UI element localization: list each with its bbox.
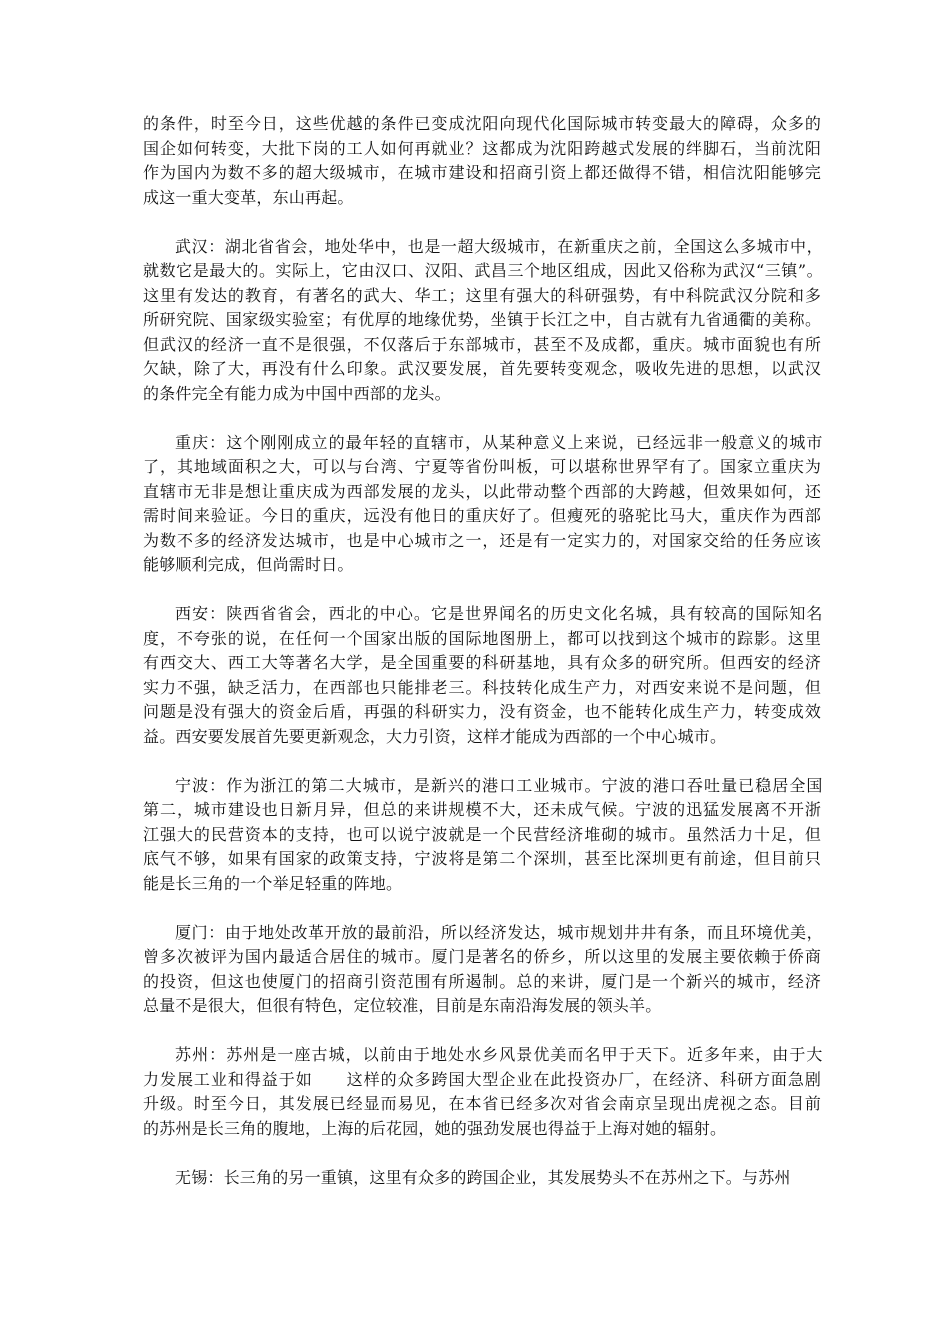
text-line: 曾多次被评为国内最适合居住的城市。厦门是著名的侨乡，所以这里的发展主要依赖于侨商 xyxy=(143,947,822,966)
text-line: 的苏州是长三角的腹地，上海的后花园，她的强劲发展也得益于上海对她的辐射。 xyxy=(143,1118,727,1138)
text-line: 底气不够，如果有国家的政策支持，宁波将是第二个深圳，甚至比深圳更有前途，但目前只 xyxy=(143,849,822,868)
text-line: 无锡：长三角的另一重镇，这里有众多的跨国企业，其发展势头不在苏州之下。与苏州 xyxy=(175,1167,791,1187)
text-line: 就数它是最大的。实际上，它由汉口、汉阳、武昌三个地区组成，因此又俗称为武汉“三镇”。 xyxy=(143,261,824,280)
text-line: 有西交大、西工大等著名大学，是全国重要的科研基地，具有众多的研究所。但西安的经济 xyxy=(143,653,822,672)
paragraph-xiamen xyxy=(143,921,823,1019)
paragraph-chongqing xyxy=(143,431,823,578)
text-line: 所研究院、国家级实验室；有优厚的地缘优势，坐镇于长江之中，自古就有九省通衢的美称。 xyxy=(143,310,822,329)
text-line: 苏州：苏州是一座古城，以前由于地处水乡风景优美而名甲于天下。近多年来，由于大 xyxy=(175,1045,824,1064)
text-line: 了，其地域面积之大，可以与台湾、宁夏等省份叫板，可以堪称世界罕有了。国家立重庆为 xyxy=(143,457,822,476)
paragraph-shenyang-continued xyxy=(143,112,823,210)
paragraph-wuhan xyxy=(143,235,823,407)
text-line: 能是长三角的一个举足轻重的阵地。 xyxy=(143,873,403,893)
text-line: 这里有发达的教育，有著名的武大、华工；这里有强大的科研强势，有中科院武汉分院和多 xyxy=(143,285,822,305)
text-line: 直辖市无非是想让重庆成为西部发展的龙头，以此带动整个西部的大跨越，但效果如何，还 xyxy=(143,481,822,501)
text-line: 欠缺，除了大，再没有什么印象。武汉要发展，首先要转变观念，吸收先进的思想，以武汉 xyxy=(143,359,822,378)
text-line: 问题是没有强大的资金后盾，再强的科研实力，没有资金，也不能转化成生产力，转变成效 xyxy=(143,702,822,721)
text-line: 第二，城市建设也日新月异，但总的来讲规模不大，还未成气候。宁波的迅猛发展离不开浙 xyxy=(143,800,822,819)
paragraph-wuxi xyxy=(143,1166,823,1191)
paragraph-xian xyxy=(143,602,823,749)
text-line: 但武汉的经济一直不是很强，不仅落后于东部城市，甚至不及成都，重庆。城市面貌也有所 xyxy=(143,334,822,354)
text-line: 为数不多的经济发达城市，也是中心城市之一，还是有一定实力的，对国家交给的任务应该 xyxy=(143,530,822,550)
paragraph-suzhou xyxy=(143,1043,823,1141)
text-line: 国企如何转变，大批下岗的工人如何再就业？这都成为沈阳跨越式发展的绊脚石，当前沈阳 xyxy=(143,138,822,158)
text-line: 升级。时至今日，其发展已经显而易见，在本省已经多次对省会南京呈现出虎视之态。目前 xyxy=(143,1094,822,1113)
text-line: 作为国内为数不多的超大级城市，在城市建设和招商引资上都还做得不错，相信沈阳能够完 xyxy=(143,163,822,182)
text-line: 的条件，时至今日，这些优越的条件已变成沈阳向现代化国际城市转变最大的障碍，众多的 xyxy=(143,114,822,133)
text-line: 武汉：湖北省省会，地处华中，也是一超大级城市，在新重庆之前，全国这么多城市中， xyxy=(175,236,824,256)
paragraph-ningbo xyxy=(143,774,823,897)
text-line: 西安：陕西省省会，西北的中心。它是世界闻名的历史文化名城，具有较高的国际知名 xyxy=(175,604,824,623)
text-line: 厦门：由于地处改革开放的最前沿，所以经济发达，城市规划井井有条，而且环境优美， xyxy=(175,922,824,942)
text-line: 度，不夸张的说，在任何一个国家出版的国际地图册上，都可以找到这个城市的踪影。这里 xyxy=(143,628,822,648)
text-line: 能够顺利完成，但尚需时日。 xyxy=(143,555,354,574)
text-line: 实力不强，缺乏活力，在西部也只能排老三。科技转化成生产力，对西安来说不是问题，但 xyxy=(143,677,822,697)
text-line: 的投资，但这也使厦门的招商引资范围有所遏制。总的来讲，厦门是一个新兴的城市，经济 xyxy=(143,971,822,991)
text-line: 力发展工业和得益于如 这样的众多跨国大型企业在此投资办厂，在经济、科研方面急剧 xyxy=(143,1069,822,1089)
text-line: 需时间来验证。今日的重庆，远没有他日的重庆好了。但瘦死的骆驼比马大，重庆作为西部 xyxy=(143,506,822,525)
text-line: 益。西安要发展首先要更新观念，大力引资，这样才能成为西部的一个中心城市。 xyxy=(143,726,727,746)
text-line: 江强大的民营资本的支持，也可以说宁波就是一个民营经济堆砌的城市。虽然活力十足，但 xyxy=(143,824,822,844)
text-line: 总量不是很大，但很有特色，定位较准，目前是东南沿海发展的领头羊。 xyxy=(143,996,662,1015)
document-body xyxy=(143,112,823,1215)
text-line: 宁波：作为浙江的第二大城市，是新兴的港口工业城市。宁波的港口吞吐量已稳居全国 xyxy=(175,775,824,795)
text-line: 成这一重大变革，东山再起。 xyxy=(143,187,354,207)
text-line: 重庆：这个刚刚成立的最年轻的直辖市，从某种意义上来说，已经远非一般意义的城市 xyxy=(175,432,824,452)
text-line: 的条件完全有能力成为中国中西部的龙头。 xyxy=(143,383,451,403)
